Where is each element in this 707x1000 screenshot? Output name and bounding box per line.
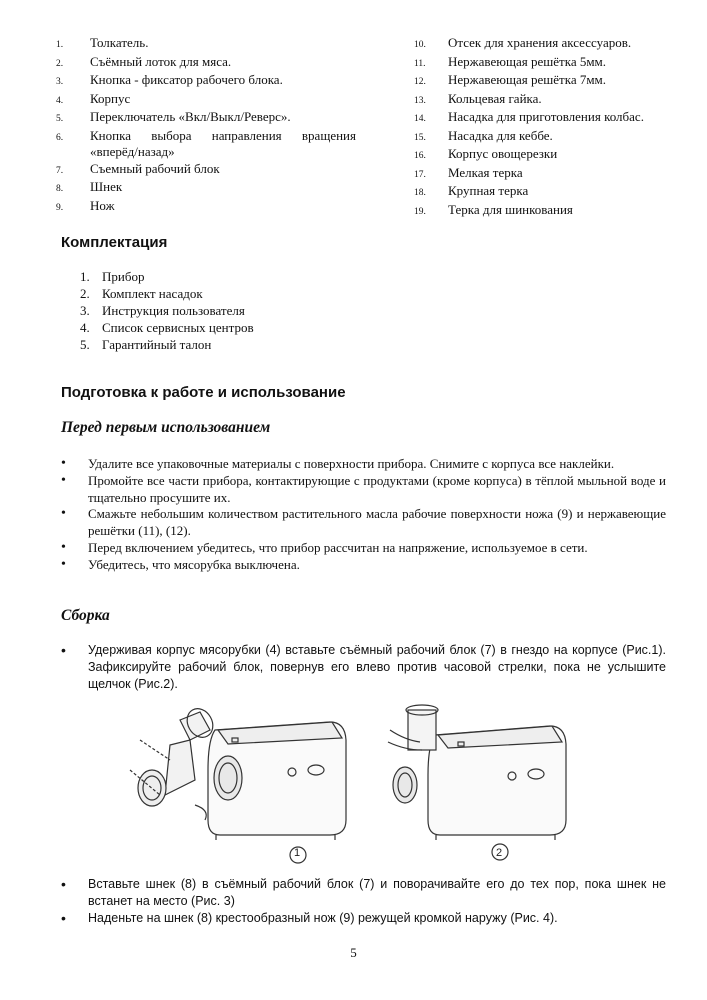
list-item: 11. Нержавеющая решётка 5мм. — [414, 53, 607, 69]
figure-label: 1 — [294, 847, 301, 859]
list-item: 3. Инструкция пользователя — [80, 303, 245, 318]
list-item: • Удалите все упаковочные материалы с поверхности прибора. Снимите с корпуса все наклейки. — [61, 456, 615, 471]
list-item: 18. Крупная терка — [414, 183, 529, 198]
list-item: 13. Кольцевая гайка. — [414, 90, 542, 106]
list-item: 10. Отсек для хранения аксессуаров. — [414, 35, 632, 50]
list-item: 9. Нож — [56, 197, 115, 213]
list-item: 2. Съёмный лоток для мяса. — [56, 53, 232, 69]
parts-list-left — [56, 35, 356, 216]
list-item: 12. Нержавеющая решётка 7мм. — [414, 72, 607, 87]
figure-1 — [130, 704, 346, 863]
list-item: 6. Кнопка выбора направления вращения «вперёд/назад» — [56, 127, 356, 159]
list-item: 8. Шнек — [56, 179, 123, 194]
list-item: • Удерживая корпус мясорубки (4) вставьте съёмный рабочий блок (7) в гнездо на корпусе (Рис.1). Зафиксируйте рабочий блок, повернув его влево против часовой стрелки, пока не услышите щелчок (Рис.2). — [61, 642, 666, 691]
list-item: • Наденьте на шнек (8) крестообразный нож (9) режущей кромкой наружу (Рис. 4). — [61, 909, 558, 926]
list-item: • Смажьте небольшим количеством растительного масла рабочие поверхности ножа (9) и нержавеющие решётки (11), (12). — [61, 506, 666, 539]
bullet-icon: • — [61, 876, 66, 892]
parts-list-right — [414, 35, 684, 220]
list-item: • Промойте все части прибора, контактирующие с продуктами (кроме корпуса) в тёплой мыльной воде и тщательно просушите их. — [61, 472, 666, 505]
assembly-list-top — [61, 642, 666, 692]
list-item: 3. Кнопка - фиксатор рабочего блока. — [56, 72, 283, 87]
list-item: 4. Корпус — [56, 90, 131, 106]
bullet-icon: • — [61, 642, 66, 658]
assembly-list-bottom — [61, 876, 666, 926]
list-item: • Перед включением убедитесь, что прибор рассчитан на напряжение, используемое в сети. — [61, 539, 588, 555]
list-item: 17. Мелкая терка — [414, 164, 523, 180]
assembly-heading: Сборка — [61, 607, 110, 624]
list-item: 14. Насадка для приготовления колбас. — [414, 109, 644, 124]
list-item: 16. Корпус овощерезки — [414, 146, 558, 161]
kit-list — [80, 268, 254, 353]
list-item: 19. Терка для шинкования — [414, 201, 573, 217]
bullet-icon: • — [61, 472, 66, 488]
list-item: • Убедитесь, что мясорубка выключена. — [61, 556, 300, 572]
list-item: 2. Комплект насадок — [80, 286, 203, 301]
assembly-figures — [120, 700, 660, 870]
list-item: 7. Съемный рабочий блок — [56, 160, 220, 176]
list-item: 5. Переключатель «Вкл/Выкл/Реверс». — [56, 109, 291, 124]
first-use-list — [61, 456, 666, 574]
bullet-icon: • — [61, 539, 66, 555]
list-item: 1. Толкатель. — [56, 35, 149, 50]
list-item: 1. Прибор — [80, 269, 145, 284]
first-use-heading: Перед первым использованием — [61, 419, 271, 436]
bullet-icon: • — [61, 556, 66, 572]
prep-heading: Подготовка к работе и использование — [61, 384, 346, 401]
kit-heading: Комплектация — [61, 234, 168, 251]
list-item: 15. Насадка для кеббе. — [414, 127, 553, 143]
figure-2 — [388, 705, 566, 860]
page-number: 5 — [350, 945, 357, 960]
bullet-icon: • — [61, 909, 66, 926]
list-item: 5. Гарантийный талон — [80, 337, 212, 352]
list-item: 4. Список сервисных центров — [80, 320, 254, 335]
bullet-icon: • — [61, 506, 66, 522]
bullet-icon: • — [61, 456, 66, 471]
list-item: • Вставьте шнек (8) в съёмный рабочий блок (7) и поворачивайте его до тех пор, пока шнек не встанет на место (Рис. 3) — [61, 876, 666, 908]
figure-label: 2 — [496, 847, 503, 859]
